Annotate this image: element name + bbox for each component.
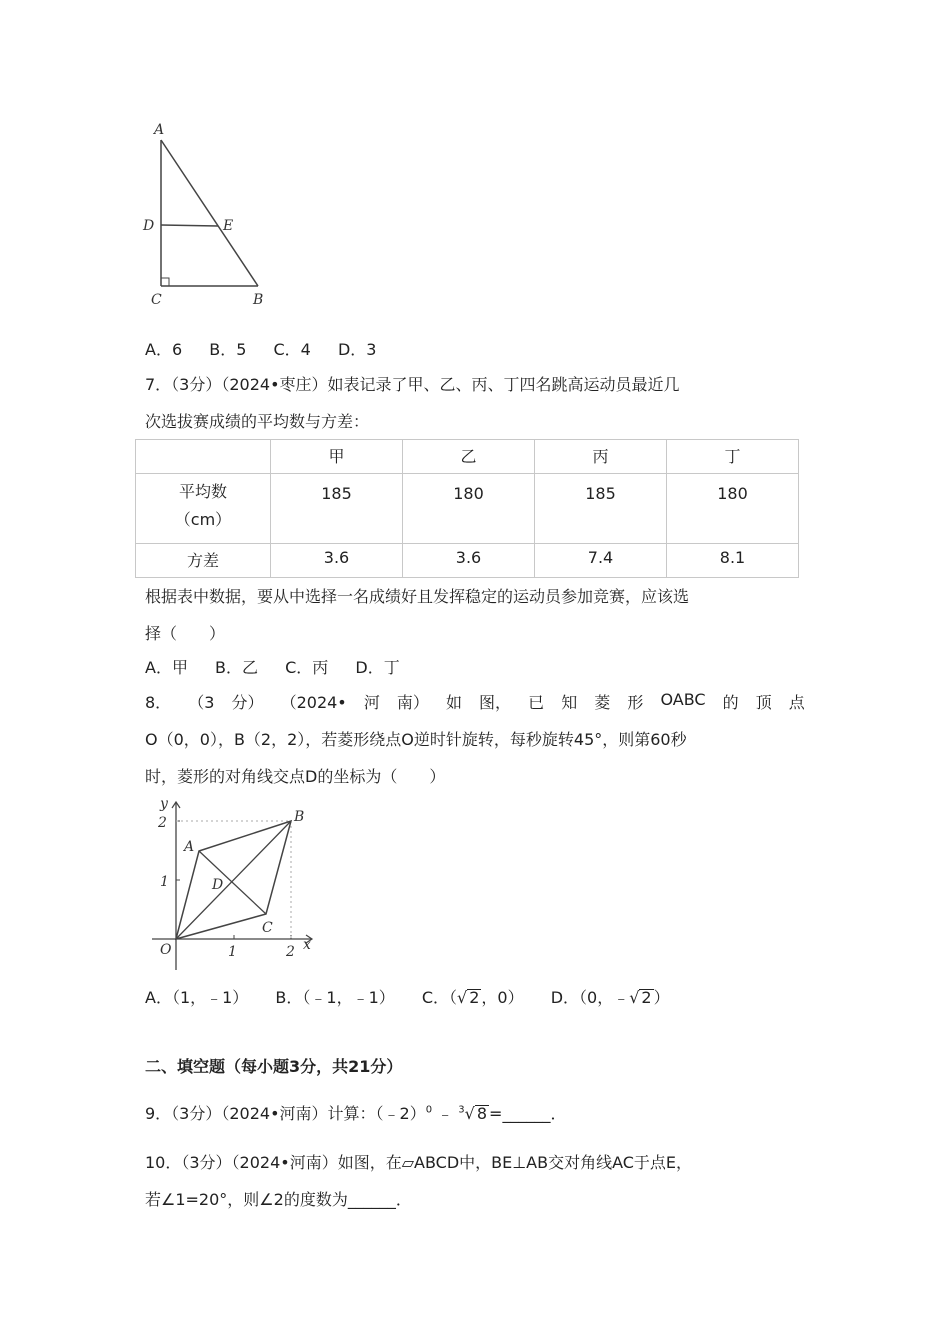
triangle-figure [140, 118, 280, 313]
q8-word: 形 [627, 693, 644, 712]
q8-option-d[interactable]: D．（0，﹣√ 2 ） [550, 988, 670, 1007]
table-header: 甲 [271, 440, 403, 474]
q8-word: （3 [188, 693, 215, 712]
table-cell: 180 [667, 474, 799, 544]
q8-word: OABC [660, 690, 706, 709]
label-d: D [212, 877, 224, 893]
table-cell: 3.6 [271, 544, 403, 578]
tick-y-2: 2 [158, 815, 167, 831]
q8-option-d-pre: D．（0，﹣ [550, 988, 630, 1007]
q8-stem-line1 [145, 690, 805, 713]
label-c: C [262, 920, 273, 936]
q9-stem: 9．（3分）（2024•河南）计算：（﹣2）$^0$ ﹣ $^3$√ 8 =______． [145, 1104, 567, 1123]
q9-pre: 9．（3分）（2024•河南）计算：（﹣2） [145, 1104, 426, 1123]
q9-root-index: 3 [458, 1104, 465, 1116]
q9-post: =______． [489, 1104, 567, 1123]
tick-y-1: 1 [160, 874, 169, 890]
q7-option-b[interactable]: B．乙 [215, 658, 259, 677]
table-header: 丁 [667, 440, 799, 474]
q8-word: 点 [788, 693, 805, 712]
table-cell [136, 440, 271, 474]
q7-after-line2: 择（ ） [145, 624, 226, 643]
tick-x-1: 1 [228, 944, 237, 960]
label-a: A [184, 839, 195, 855]
q9-minus: ﹣ [437, 1104, 454, 1123]
table-cell [136, 474, 271, 544]
q8-option-a[interactable]: A．（1，﹣1） [145, 988, 249, 1007]
q8-option-c-pre: C．（ [421, 988, 458, 1007]
q8-word: 如 [445, 693, 462, 712]
table-header: 丙 [535, 440, 667, 474]
tick-x-2: 2 [286, 944, 295, 960]
q8-option-c-post: ，0） [481, 988, 524, 1007]
rhombus-figure [140, 794, 325, 974]
q7-stem-line2: 次选拔赛成绩的平均数与方差： [145, 412, 370, 431]
label-b: B [294, 809, 305, 825]
q6-option-d[interactable]: D．3 [337, 340, 377, 359]
q7-option-a[interactable]: A．甲 [145, 658, 188, 677]
q6-options [145, 337, 398, 360]
q8-word: 菱 [594, 693, 611, 712]
q6-option-c[interactable]: C．4 [273, 340, 311, 359]
q8-word: 的 [722, 693, 739, 712]
row-label-variance: 方差 [136, 544, 271, 578]
q8-option-d-post: ） [653, 988, 670, 1007]
label-e: E [223, 218, 234, 234]
q6-option-b[interactable]: B．5 [209, 340, 247, 359]
q8-option-c-radicand: 2 [469, 988, 480, 1007]
label-a: A [154, 122, 165, 138]
q8-option-b[interactable]: B．（﹣1，﹣1） [275, 988, 395, 1007]
q9-radicand: 8 [476, 1104, 488, 1123]
q7-option-d[interactable]: D．丁 [355, 658, 400, 677]
q7-after-line1: 根据表中数据，要从中选择一名成绩好且发挥稳定的运动员参加竞赛，应该选 [145, 587, 690, 606]
q8-word: 南） [396, 693, 429, 712]
label-c: C [151, 292, 162, 308]
q6-option-a[interactable]: A．6 [145, 340, 183, 359]
q8-word: 河 [363, 693, 380, 712]
table-cell: 8.1 [667, 544, 799, 578]
q8-options [145, 985, 692, 1008]
q8-word: 分） [231, 693, 264, 712]
table-cell: 180 [403, 474, 535, 544]
row-label-unit: （cm） [174, 510, 232, 529]
table-row [136, 544, 799, 578]
q8-stem-line2: O（0，0），B（2，2），若菱形绕点O逆时针旋转，每秒旋转45°，则第60秒 [145, 730, 687, 749]
q8-word: 已 [528, 693, 545, 712]
row-label-mean: 平均数 [178, 482, 227, 501]
q7-option-c[interactable]: C．丙 [285, 658, 329, 677]
label-b: B [253, 292, 264, 308]
axis-y-label: y [160, 796, 168, 812]
label-o: O [160, 942, 172, 958]
table-cell: 185 [535, 474, 667, 544]
table-cell: 7.4 [535, 544, 667, 578]
q8-option-c[interactable]: C．（√ 2 ，0） [421, 988, 524, 1007]
q8-word: 图， [479, 693, 512, 712]
q8-word: 知 [561, 693, 578, 712]
q8-word: 顶 [755, 693, 772, 712]
table-cell: 3.6 [403, 544, 535, 578]
scores-table [135, 439, 799, 578]
section-title: 二、填空题（每小题3分，共21分） [145, 1057, 403, 1076]
q8-word: 8． [145, 693, 172, 712]
axis-x-label: x [303, 937, 311, 953]
table-header: 乙 [403, 440, 535, 474]
label-d: D [143, 218, 155, 234]
q7-options [145, 655, 422, 678]
q8-option-d-radicand: 2 [641, 988, 652, 1007]
q8-word: （2024• [280, 693, 347, 712]
q10-stem-line1: 10．（3分）（2024•河南）如图，在▱ABCD中，BE⊥AB交对角线AC于点E， [145, 1153, 693, 1172]
q7-stem-line1: 7．（3分）（2024•枣庄）如表记录了甲、乙、丙、丁四名跳高运动员最近几 [145, 375, 680, 394]
table-row [136, 440, 799, 474]
q10-stem-line2: 若∠1=20°，则∠2的度数为______． [145, 1190, 412, 1209]
table-row [136, 474, 799, 544]
q8-stem-line3: 时，菱形的对角线交点D的坐标为（ ） [145, 767, 446, 786]
table-cell: 185 [271, 474, 403, 544]
q9-exponent: 0 [425, 1104, 433, 1116]
